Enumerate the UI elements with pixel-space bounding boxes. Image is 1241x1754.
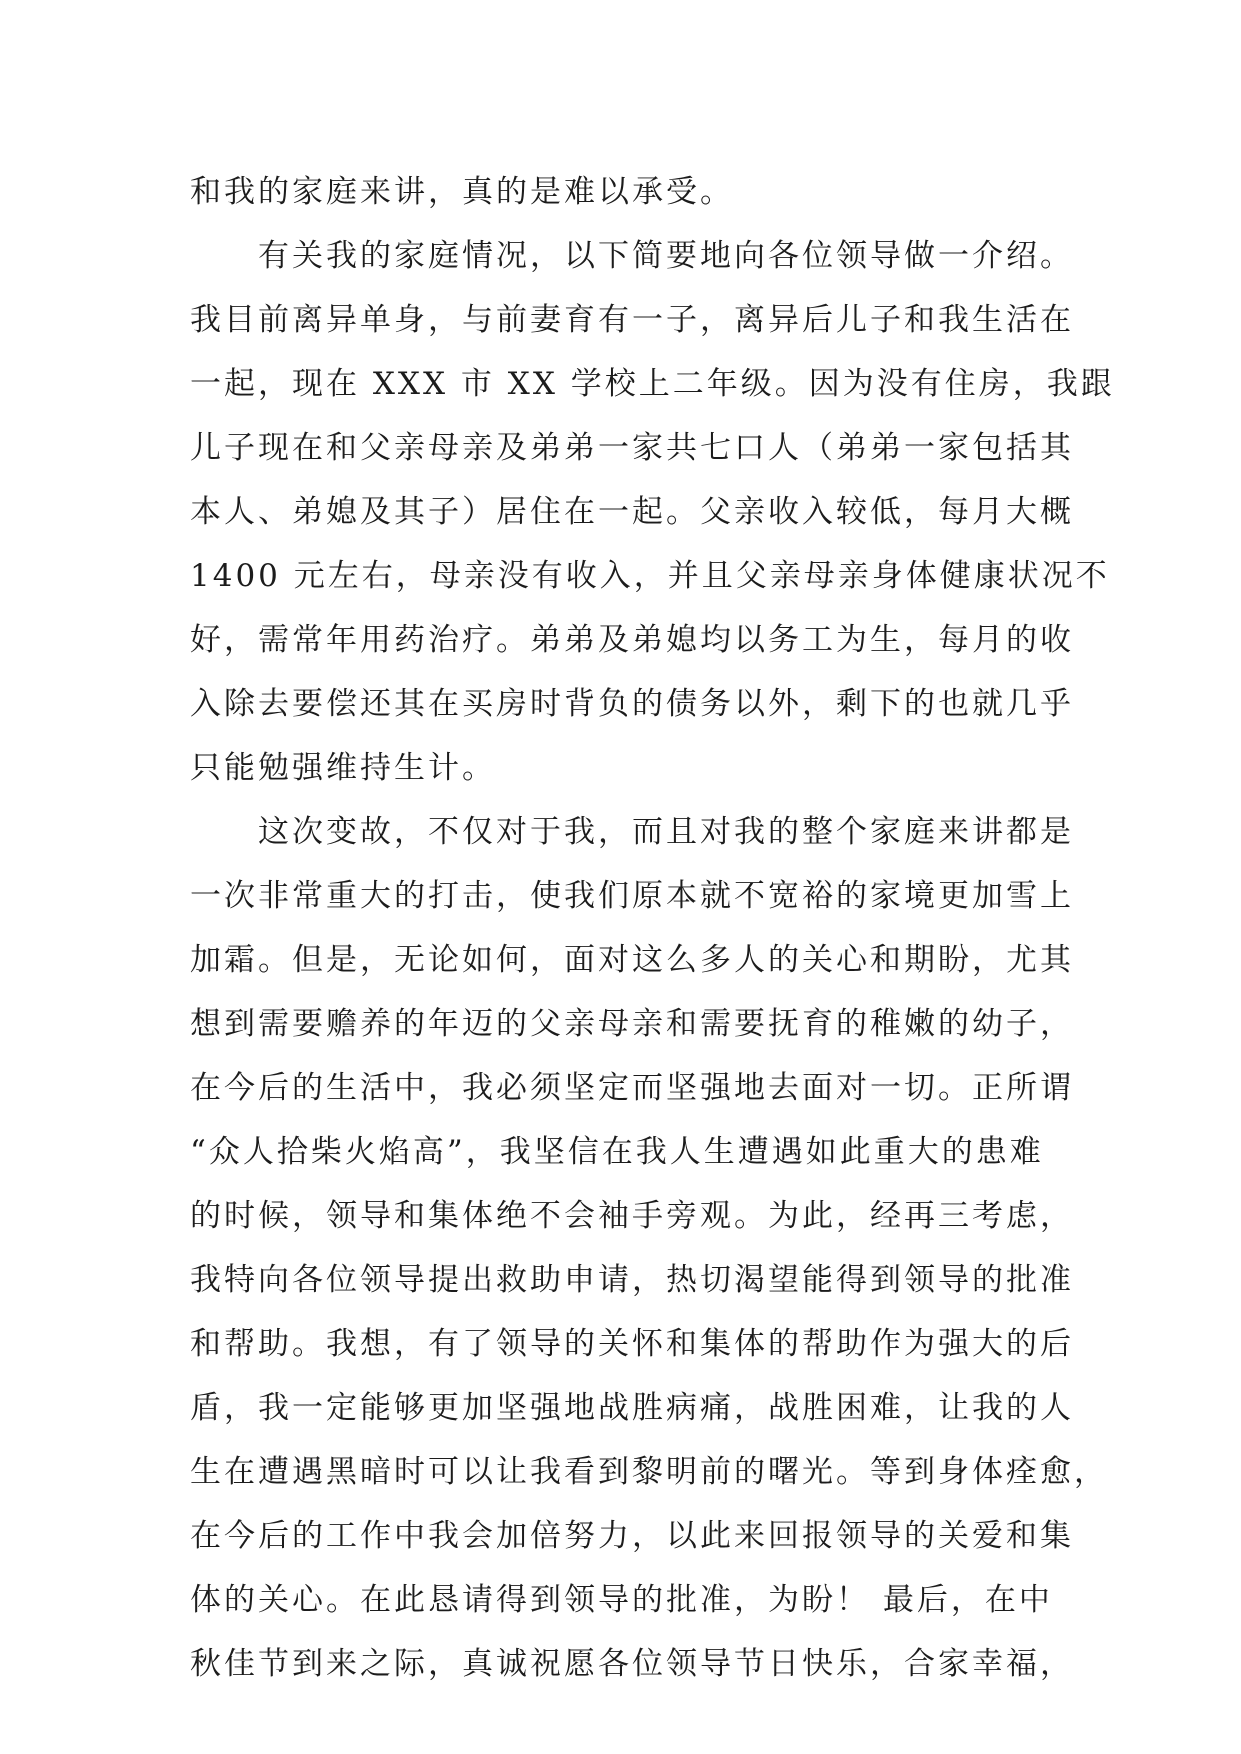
text-line: 的时候，领导和集体绝不会袖手旁观。为此，经再三考虑， [190,1198,1074,1234]
text-line: 一起，现在 XXX 市 XX 学校上二年级。因为没有住房，我跟 [190,366,1115,402]
text-line: 只能勉强维持生计。 [190,750,496,786]
text-line: 本人、弟媳及其子）居住在一起。父亲收入较低，每月大概 [190,494,1074,530]
text-line: 儿子现在和父亲母亲及弟弟一家共七口人（弟弟一家包括其 [190,430,1074,466]
text-line: 在今后的工作中我会加倍努力，以此来回报领导的关爱和集 [190,1518,1074,1554]
text-line: 加霜。但是，无论如何，面对这么多人的关心和期盼，尤其 [190,942,1074,978]
paragraph-start-line: 有关我的家庭情况，以下简要地向各位领导做一介绍。 [258,238,1074,274]
text-line: 和帮助。我想，有了领导的关怀和集体的帮助作为强大的后 [190,1326,1074,1362]
text-line: 和我的家庭来讲，真的是难以承受。 [190,174,734,210]
letter-body [190,160,1115,1696]
text-line: 好，需常年用药治疗。弟弟及弟媳均以务工为生，每月的收 [190,622,1074,658]
text-line: 入除去要偿还其在买房时背负的债务以外，剩下的也就几乎 [190,686,1074,722]
paragraph-start-line: 这次变故，不仅对于我，而且对我的整个家庭来讲都是 [258,814,1074,850]
text-line: 在今后的生活中，我必须坚定而坚强地去面对一切。正所谓 [190,1070,1074,1106]
text-line: 我特向各位领导提出救助申请，热切渴望能得到领导的批准 [190,1262,1074,1298]
text-line: “众人拾柴火焰高”，我坚信在我人生遭遇如此重大的患难 [190,1134,1044,1170]
text-line: 想到需要赡养的年迈的父亲母亲和需要抚育的稚嫩的幼子， [190,1006,1074,1042]
text-line: 1400 元左右，母亲没有收入，并且父亲母亲身体健康状况不 [190,558,1110,594]
text-line: 生在遭遇黑暗时可以让我看到黎明前的曙光。等到身体痊愈， [190,1454,1108,1490]
text-line: 一次非常重大的打击，使我们原本就不宽裕的家境更加雪上 [190,878,1074,914]
text-line: 我目前离异单身，与前妻育有一子，离异后儿子和我生活在 [190,302,1074,338]
text-line: 秋佳节到来之际，真诚祝愿各位领导节日快乐，合家幸福， [190,1646,1074,1682]
text-line: 盾，我一定能够更加坚强地战胜病痛，战胜困难，让我的人 [190,1390,1074,1426]
text-line: 体的关心。在此恳请得到领导的批准，为盼！ 最后，在中 [190,1582,1053,1618]
